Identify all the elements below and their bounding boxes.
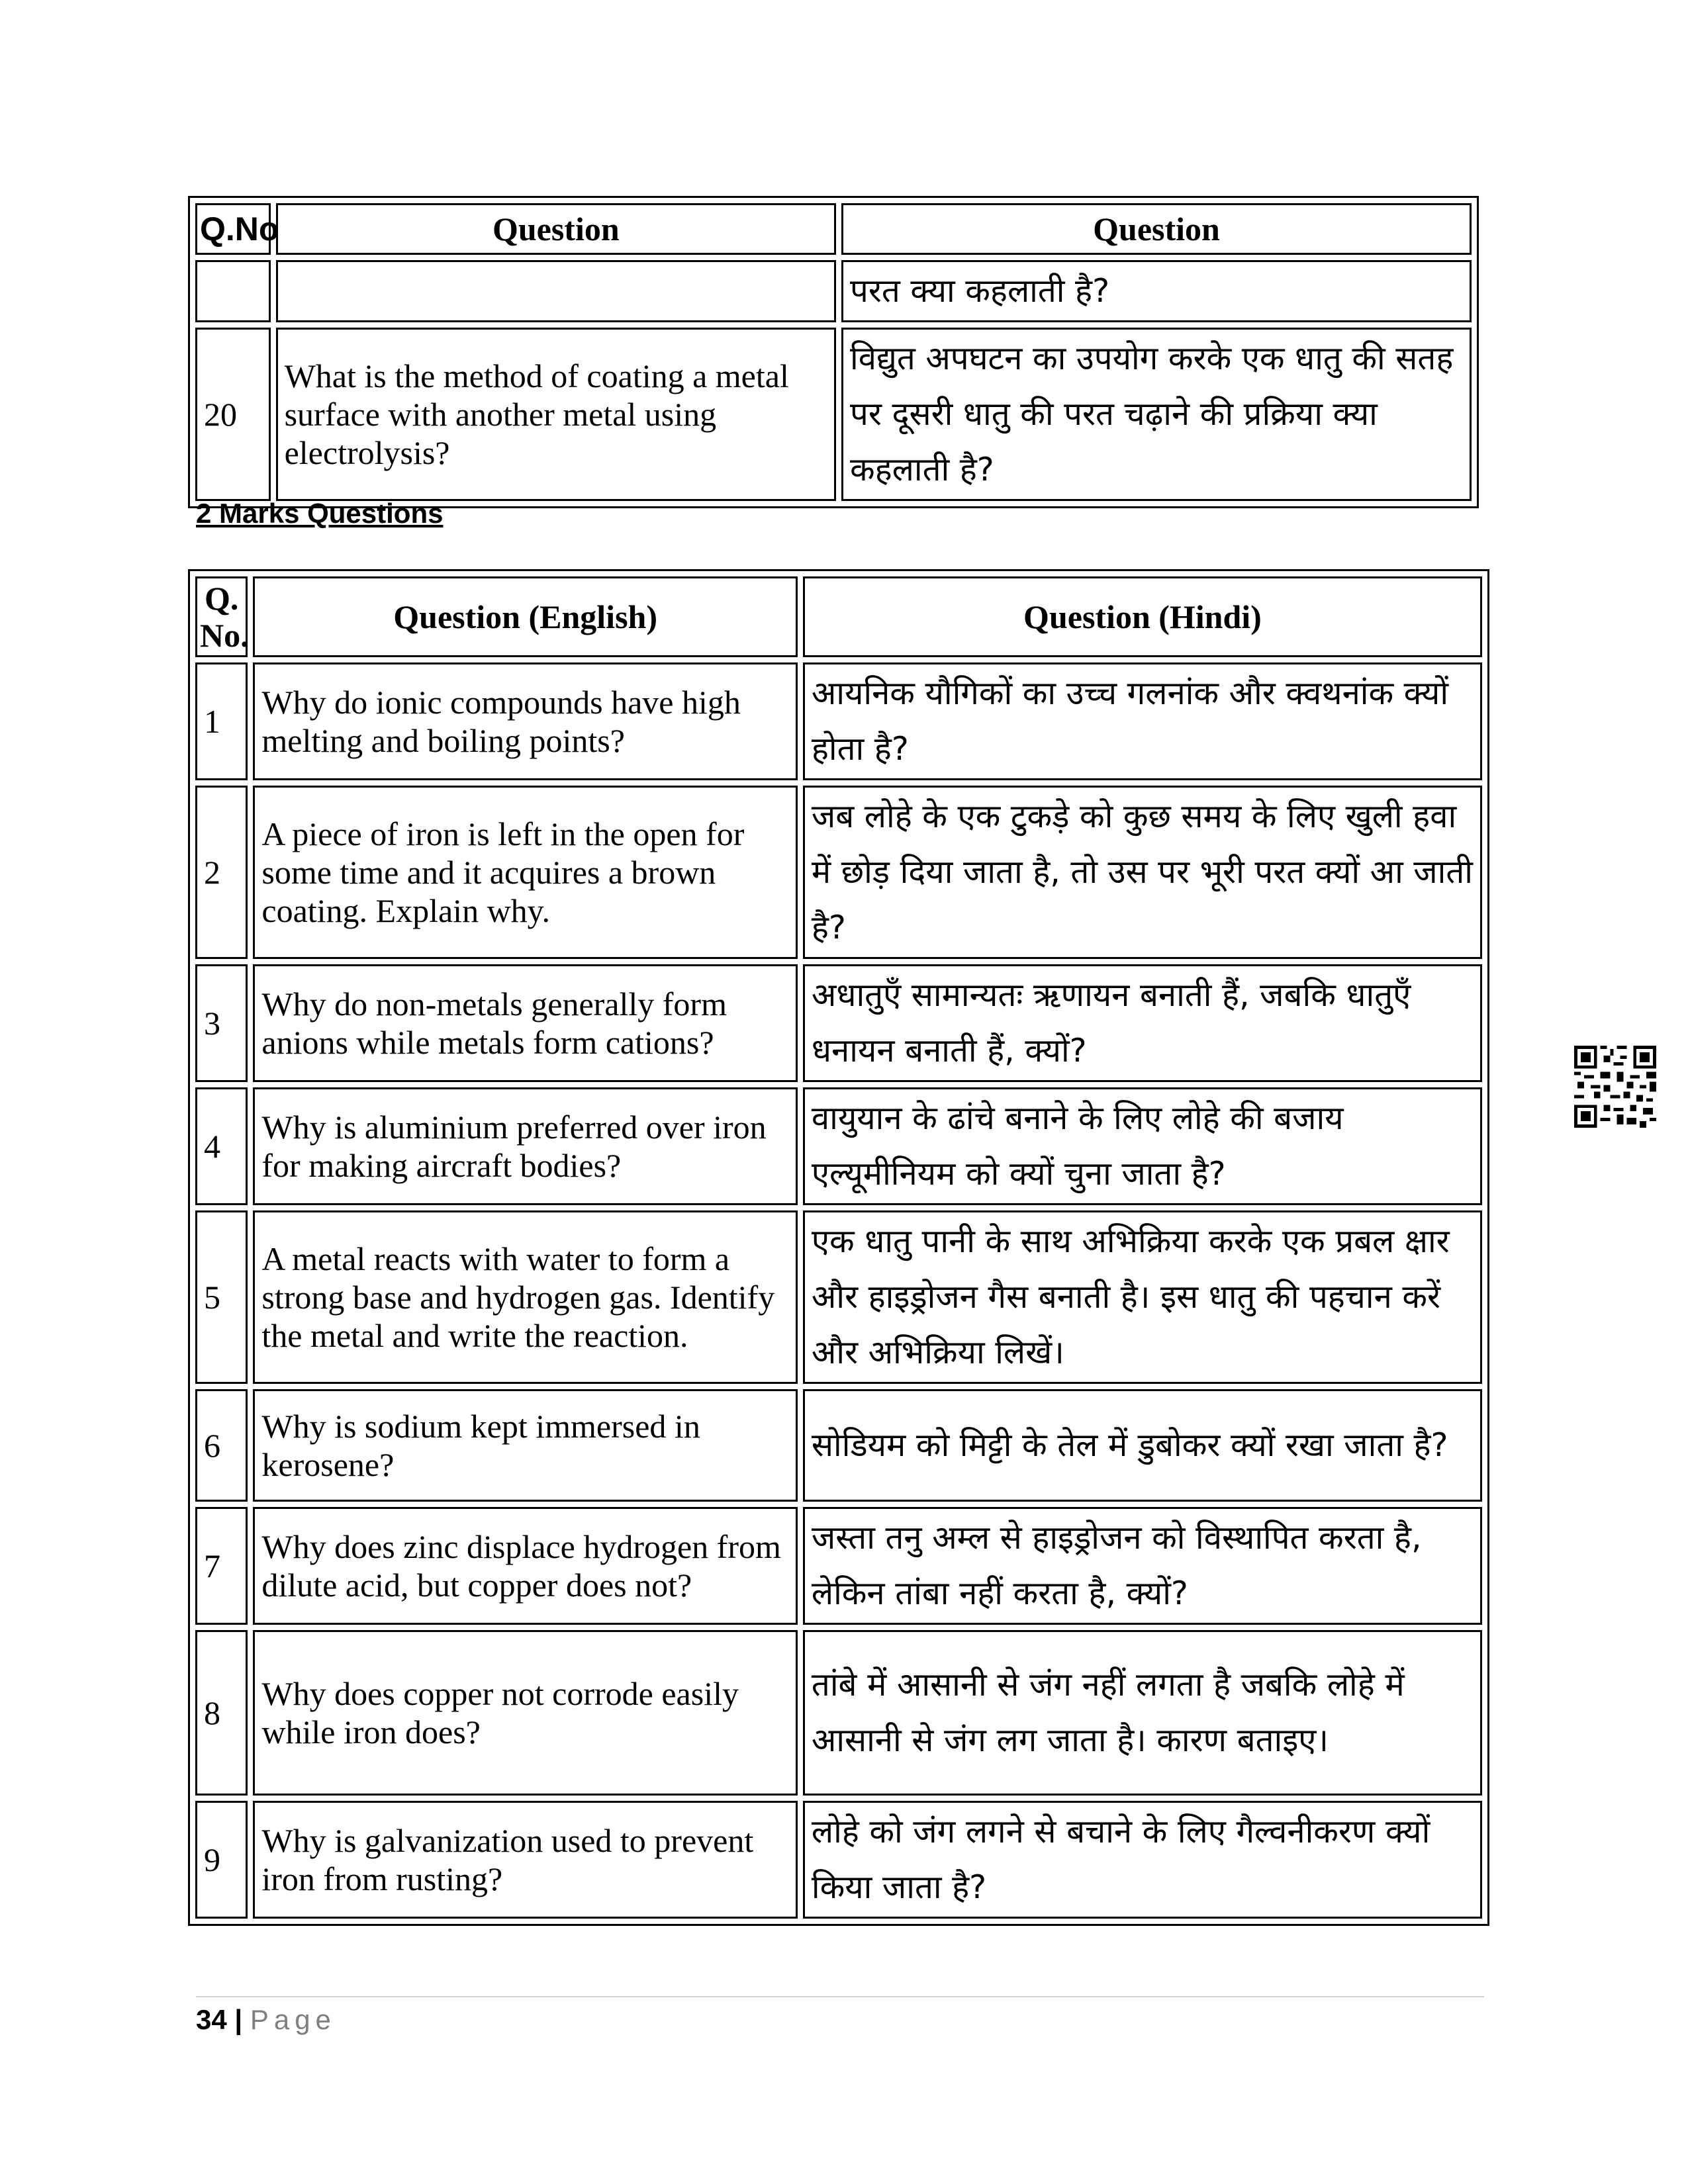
table-row: [195, 1507, 1482, 1625]
question-number: 8: [195, 1630, 248, 1796]
question-hindi: परत क्या कहलाती है?: [841, 260, 1472, 322]
question-number: 2: [195, 786, 248, 959]
footer-divider: [196, 1996, 1484, 1997]
question-hindi: आयनिक यौगिकों का उच्च गलनांक और क्वथनांक क्यों होता है?: [803, 662, 1482, 780]
table-row: [195, 1210, 1482, 1384]
question-english: Why does zinc displace hydrogen from dilute acid, but copper does not?: [253, 1507, 798, 1625]
two-marks-question-table: [188, 569, 1489, 1926]
header-question-english: Question (English): [253, 576, 798, 657]
table-header-row: [195, 203, 1472, 255]
question-hindi: लोहे को जंग लगने से बचाने के लिए गैल्वनीकरण क्यों किया जाता है?: [803, 1801, 1482, 1919]
table-row: [195, 1630, 1482, 1796]
table-row: [195, 1389, 1482, 1502]
page-footer: [196, 2004, 336, 2036]
question-hindi: जस्ता तनु अम्ल से हाइड्रोजन को विस्थापित करता है, लेकिन तांबा नहीं करता है, क्यों?: [803, 1507, 1482, 1625]
question-english: Why is sodium kept immersed in kerosene?: [253, 1389, 798, 1502]
question-table-continued: [188, 196, 1479, 508]
header-qno: Q.No: [195, 203, 271, 255]
header-question-hindi: Question (Hindi): [803, 576, 1482, 657]
question-hindi: तांबे में आसानी से जंग नहीं लगता है जबकि लोहे में आसानी से जंग लग जाता है। कारण बताइए।: [803, 1630, 1482, 1796]
question-english: [276, 260, 836, 322]
question-hindi: विद्युत अपघटन का उपयोग करके एक धातु की सतह पर दूसरी धातु की परत चढ़ाने की प्रक्रिया क्या कहलाती है?: [841, 328, 1472, 501]
table-row: [195, 662, 1482, 780]
qr-code-icon: [1574, 1046, 1656, 1128]
header-qno: Q. No.: [195, 576, 248, 657]
question-hindi: सोडियम को मिट्टी के तेल में डुबोकर क्यों रखा जाता है?: [803, 1389, 1482, 1502]
question-english: Why do non-metals generally form anions while metals form cations?: [253, 964, 798, 1082]
question-number: 6: [195, 1389, 248, 1502]
question-number: 7: [195, 1507, 248, 1625]
question-number: 1: [195, 662, 248, 780]
question-hindi: वायुयान के ढांचे बनाने के लिए लोहे की बजाय एल्यूमीनियम को क्यों चुना जाता है?: [803, 1087, 1482, 1205]
header-question-english: Question: [276, 203, 836, 255]
section-title: 2 Marks Questions: [196, 498, 444, 529]
question-english: A metal reacts with water to form a strong base and hydrogen gas. Identify the metal and write the reaction.: [253, 1210, 798, 1384]
page-number: 34: [196, 2004, 227, 2035]
page-label: Page: [250, 2004, 336, 2035]
question-english: Why is galvanization used to prevent iron from rusting?: [253, 1801, 798, 1919]
question-hindi: एक धातु पानी के साथ अभिक्रिया करके एक प्रबल क्षार और हाइड्रोजन गैस बनाती है। इस धातु की पहचान करें और अभिक्रिया लिखें।: [803, 1210, 1482, 1384]
question-english: Why is aluminium preferred over iron for making aircraft bodies?: [253, 1087, 798, 1205]
question-english: A piece of iron is left in the open for some time and it acquires a brown coating. Explain why.: [253, 786, 798, 959]
question-number: 4: [195, 1087, 248, 1205]
table-row: [195, 786, 1482, 959]
question-english: Why do ionic compounds have high melting and boiling points?: [253, 662, 798, 780]
question-number: [195, 260, 271, 322]
question-english: Why does copper not corrode easily while iron does?: [253, 1630, 798, 1796]
table-row: [195, 1801, 1482, 1919]
question-number: 3: [195, 964, 248, 1082]
question-number: 20: [195, 328, 271, 501]
question-english: What is the method of coating a metal surface with another metal using electrolysis?: [276, 328, 836, 501]
table-row: [195, 964, 1482, 1082]
table-row: [195, 1087, 1482, 1205]
question-number: 5: [195, 1210, 248, 1384]
table-header-row: [195, 576, 1482, 657]
footer-separator: |: [234, 2004, 243, 2035]
table-row: [195, 260, 1472, 322]
question-hindi: जब लोहे के एक टुकड़े को कुछ समय के लिए खुली हवा में छोड़ दिया जाता है, तो उस पर भूरी परत क्यों आ जाती है?: [803, 786, 1482, 959]
question-number: 9: [195, 1801, 248, 1919]
header-question-hindi: Question: [841, 203, 1472, 255]
table-row: [195, 328, 1472, 501]
question-hindi: अधातुएँ सामान्यतः ऋणायन बनाती हैं, जबकि धातुएँ धनायन बनाती हैं, क्यों?: [803, 964, 1482, 1082]
